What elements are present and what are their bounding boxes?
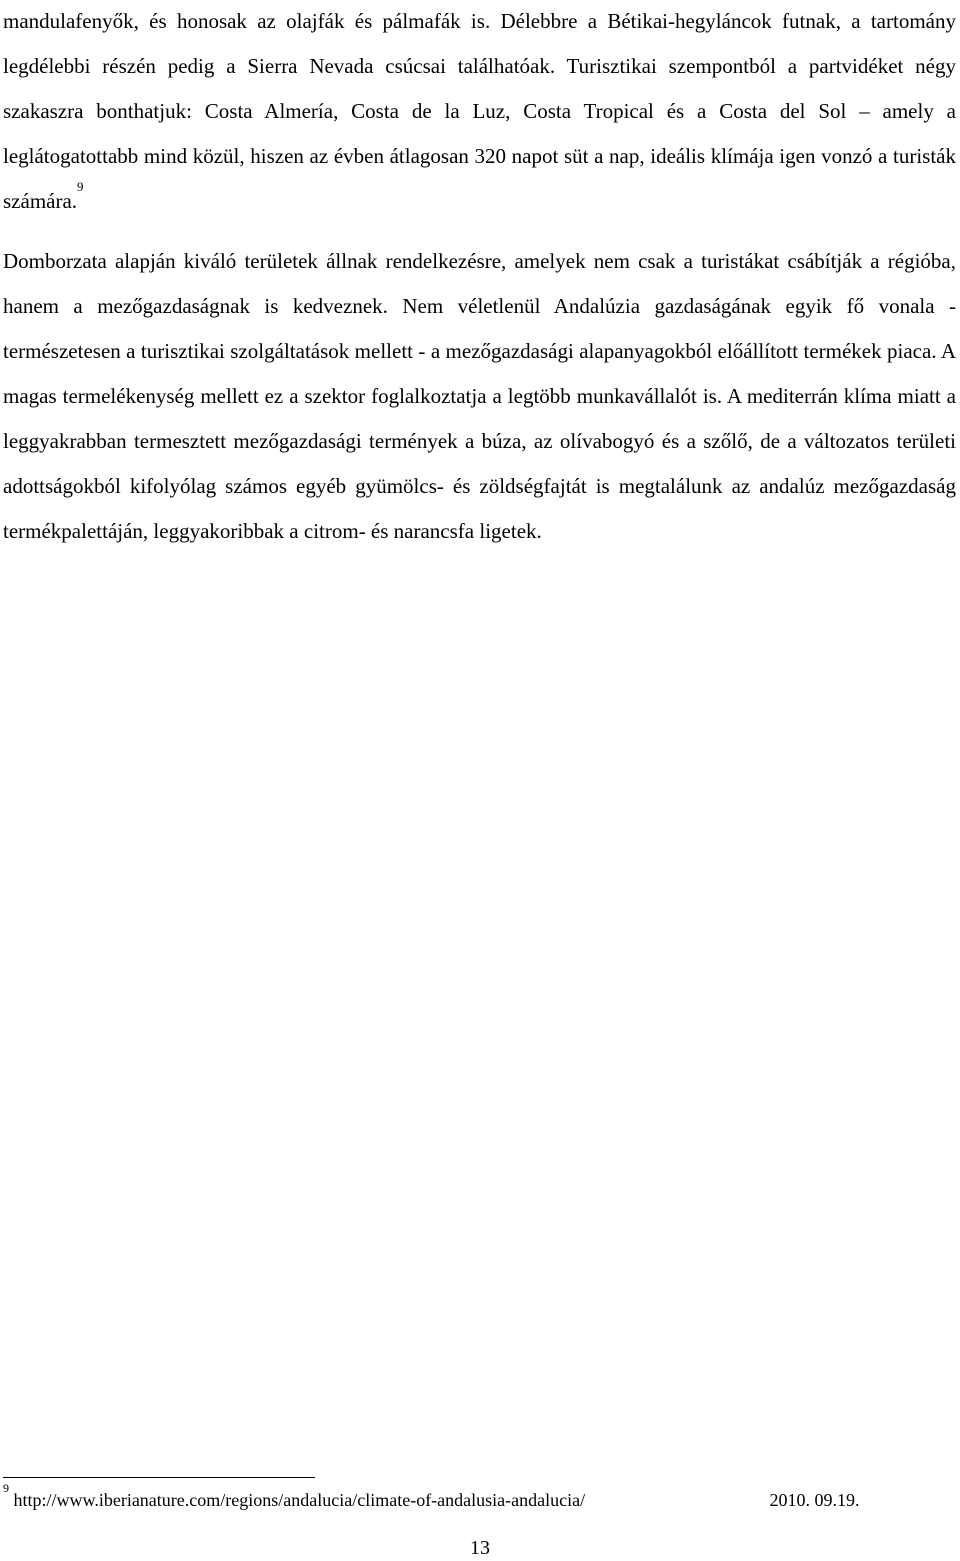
footnote-separator [3, 1477, 315, 1478]
paragraph-1-text: mandulafenyők, és honosak az olajfák és pálmafák is. Délebbre a Bétikai-hegyláncok futnak, a tartomány legdélebbi részén pedig a Sierra Nevada csúcsai találhatóak. Turisztikai szempontból a partvidéket négy szakaszra bonthatjuk: Costa Almería, Costa de la Luz, Costa Tropical és a Costa del Sol – amely a leglátogatottabb mind közül, hiszen az évben átlagosan 320 napot süt a nap, ideális klímája igen vonzó a turisták számára. [3, 9, 956, 213]
footnote-reference[interactable]: 9 [77, 179, 84, 194]
paragraph-2-text: Domborzata alapján kiváló területek állnak rendelkezésre, amelyek nem csak a turistákat csábítják a régióba, hanem a mezőgazdaságnak is kedveznek. Nem véletlenül Andalúzia gazdaságának egyik fő vonala - természetesen a turisztikai szolgáltatások mellett - a mezőgazdasági alapanyagokból előállított termékek piaca. A magas termelékenység mellett ez a szektor foglalkoztatja a legtöbb munkavállalót is. A mediterrán klíma miatt a leggyakrabban termesztett mezőgazdasági termények a búza, az olívabogyó és a szőlő, de a változatos területi adottságokból kifolyólag számos egyéb gyümölcs- és zöldségfajtát is megtalálunk az andalúz mezőgazdaság termékpalettáján, leggyakoribbak a citrom- és narancsfa ligetek. [3, 249, 956, 543]
footnote [3, 1481, 953, 1512]
footnote-mark: 9 [3, 1481, 9, 1495]
body-paragraph-1 [3, 0, 956, 224]
footnote-date: 2010. 09.19. [769, 1490, 860, 1510]
page-number: 13 [470, 1537, 490, 1559]
footnote-url-link[interactable]: http://www.iberianature.com/regions/andalucia/climate-of-andalusia-andalucia/ [13, 1490, 586, 1510]
body-paragraph-2 [3, 239, 956, 554]
